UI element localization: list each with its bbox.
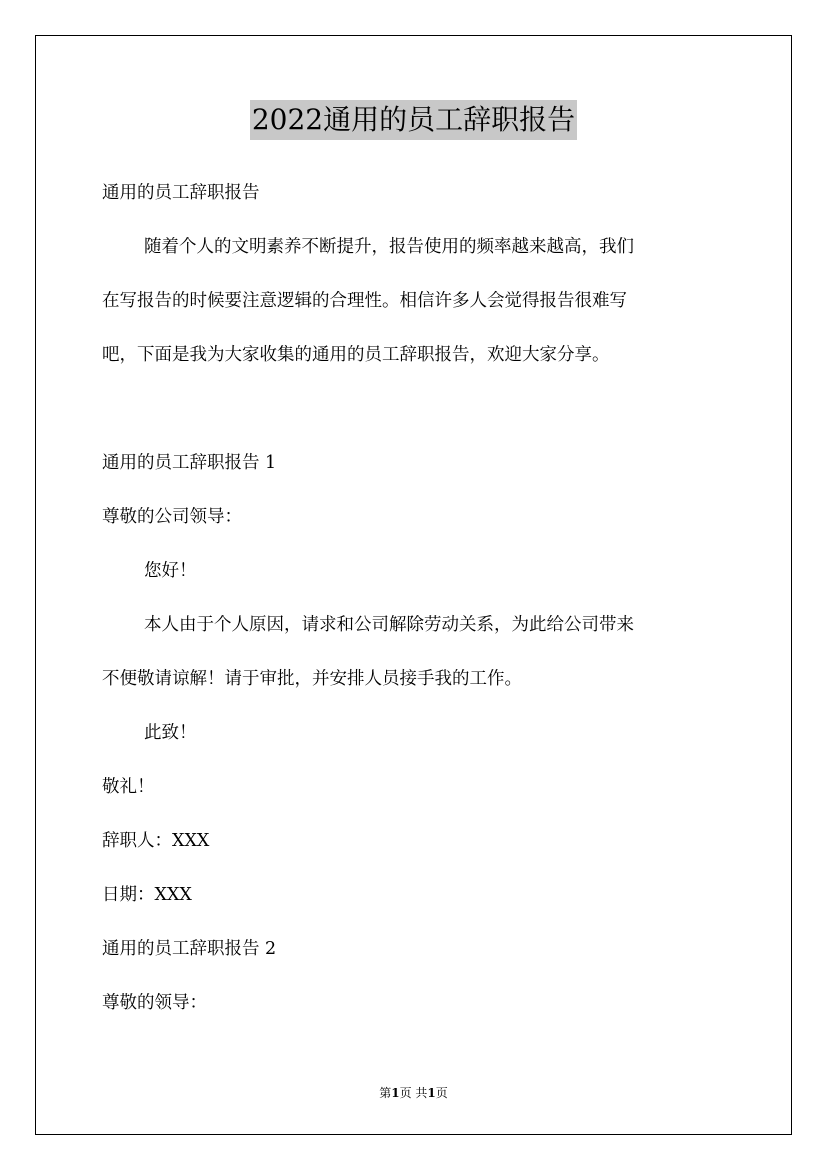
report1-salutation: 尊敬的公司领导： [102,507,242,527]
report1-date: 日期：XXX [102,885,192,905]
report2-heading: 通用的员工辞职报告 2 [102,939,277,959]
report1-signer: 辞职人：XXX [102,831,210,851]
report2-salutation: 尊敬的领导： [102,993,207,1013]
page-mid: 页 共 [399,1086,428,1100]
report1-greeting: 您好！ [144,561,197,581]
report1-regards: 敬礼！ [102,777,155,797]
document-body [102,166,727,1030]
blank-line [102,382,727,436]
intro-heading: 通用的员工辞职报告 [102,183,260,203]
page-footer [0,1084,827,1101]
page-suffix: 页 [435,1086,448,1100]
report1-body-line-1: 本人由于个人原因，请求和公司解除劳动关系，为此给公司带来 [144,615,634,635]
page-total: 1 [427,1086,436,1100]
document-title [0,100,827,140]
intro-line-1: 随着个人的文明素养不断提升，报告使用的频率越来越高，我们 [144,237,634,257]
intro-line-2: 在写报告的时候要注意逻辑的合理性。相信许多人会觉得报告很难写 [102,291,627,311]
report1-heading: 通用的员工辞职报告 1 [102,453,277,473]
report1-closing: 此致！ [144,723,197,743]
intro-line-3: 吧，下面是我为大家收集的通用的员工辞职报告，欢迎大家分享。 [102,345,610,365]
page-number: 1 [391,1086,400,1100]
page-prefix: 第 [379,1086,392,1100]
report1-body-line-2: 不便敬请谅解！请于审批，并安排人员接手我的工作。 [102,669,522,689]
document-title-text: 2022通用的员工辞职报告 [250,100,577,140]
